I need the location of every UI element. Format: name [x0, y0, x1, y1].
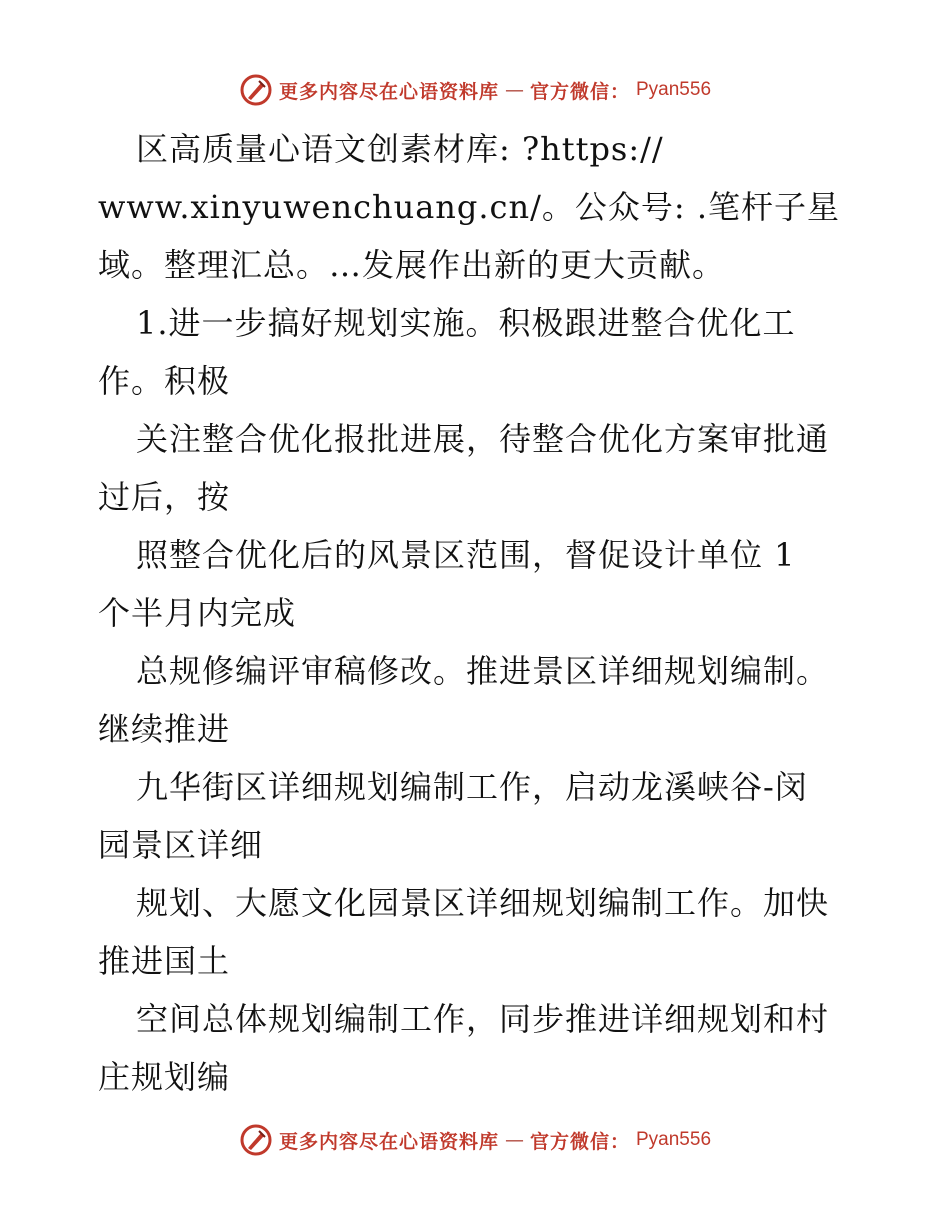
body-line-14: 规划、大愿文化园景区详细规划编制工作。加快	[136, 884, 830, 922]
body-line-1: 区高质量心语文创素材库: ?https://	[136, 130, 664, 168]
header-dash: —	[504, 79, 524, 101]
footer-banner	[0, 1120, 950, 1160]
body-line-11: 继续推进	[98, 710, 231, 748]
body-line-7: 过后，按	[98, 478, 231, 516]
body-line-12: 九华街区详细规划编制工作，启动龙溪峡谷-闵	[136, 768, 808, 806]
brush-pen-logo-icon	[239, 1123, 273, 1157]
footer-dash: —	[504, 1129, 524, 1151]
body-line-4: 1.进一步搞好规划实施。积极跟进整合优化工	[136, 304, 796, 342]
document-body	[98, 120, 898, 1106]
body-line-2: www.xinyuwenchuang.cn/。公众号: .笔杆子星	[98, 188, 840, 226]
header-wechat-label: 官方微信：	[529, 80, 630, 103]
header-wechat-id: Pyan556	[636, 79, 712, 100]
body-line-3: 域。整理汇总。…发展作出新的更大贡献。	[98, 246, 726, 284]
body-line-13: 园景区详细	[98, 826, 264, 864]
footer-wechat-label: 官方微信：	[529, 1130, 630, 1153]
body-line-10: 总规修编评审稿修改。推进景区详细规划编制。	[136, 652, 830, 690]
body-line-9: 个半月内完成	[98, 594, 297, 632]
body-line-8: 照整合优化后的风景区范围，督促设计单位 1	[136, 536, 796, 574]
body-line-17: 庄规划编	[98, 1058, 231, 1096]
body-line-5: 作。积极	[98, 362, 231, 400]
body-line-15: 推进国土	[98, 942, 231, 980]
brush-pen-logo-icon	[239, 73, 273, 107]
body-line-6: 关注整合优化报批进展，待整合优化方案审批通	[136, 420, 830, 458]
footer-slogan: 更多内容尽在心语资料库	[278, 1130, 499, 1153]
header-slogan: 更多内容尽在心语资料库	[278, 80, 499, 103]
footer-wechat-id: Pyan556	[636, 1129, 712, 1150]
body-line-16: 空间总体规划编制工作，同步推进详细规划和村	[136, 1000, 830, 1038]
header-banner	[0, 70, 950, 110]
